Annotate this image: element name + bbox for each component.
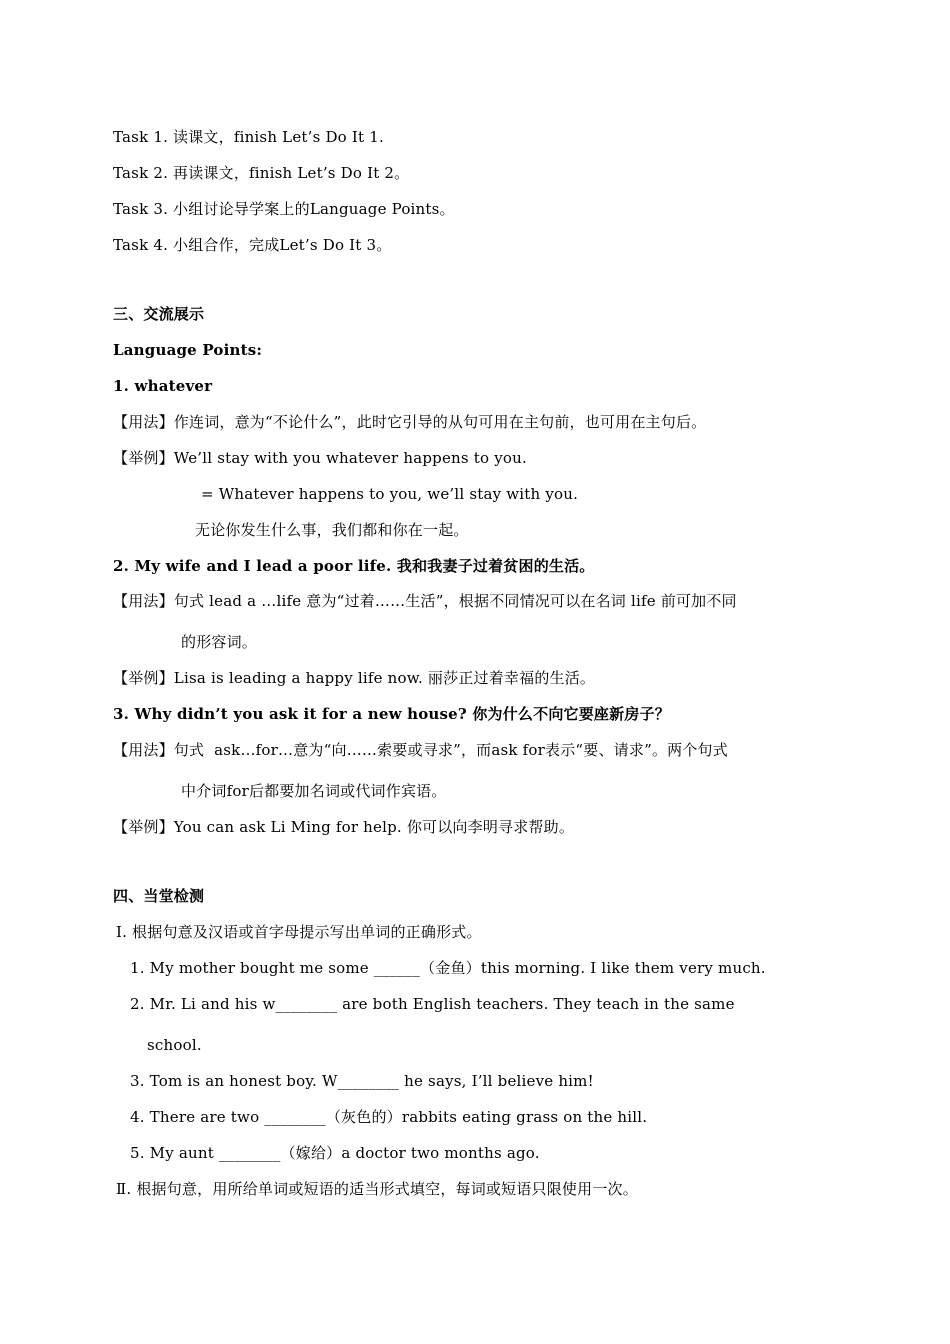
exercise-item-1: 1. My mother bought me some ______（金鱼）this morning. I like them very much. bbox=[130, 959, 766, 977]
exercise-item-4: 4. There are two ________（灰色的）rabbits eating grass on the hill. bbox=[130, 1108, 648, 1126]
exercise-item-2: 2. Mr. Li and his w________ are both English teachers. They teach in the same bbox=[130, 995, 735, 1013]
point-1-example-alt: = Whatever happens to you, we’ll stay with you. bbox=[201, 485, 579, 503]
task-3: Task 3. 小组讨论导学案上的Language Points。 bbox=[113, 200, 455, 218]
point-3-title: 3. Why didn’t you ask it for a new house? 你为什么不向它要座新房子？ bbox=[113, 705, 670, 723]
point-3-usage-line-2: 中介词for后都要加名词或代词作宾语。 bbox=[181, 782, 447, 800]
point-3-usage-line-1: 【用法】句式 ask…for…意为“向……索要或寻求”，而ask for表示“要、请求”。两个句式 bbox=[113, 741, 728, 759]
task-2: Task 2. 再读课文，finish Let’s Do It 2。 bbox=[113, 164, 410, 182]
part-1-instruction: Ⅰ. 根据句意及汉语或首字母提示写出单词的正确形式。 bbox=[116, 923, 482, 941]
point-1-example-translation: 无论你发生什么事，我们都和你在一起。 bbox=[195, 521, 469, 539]
part-2-instruction: Ⅱ. 根据句意，用所给单词或短语的适当形式填空，每词或短语只限使用一次。 bbox=[116, 1180, 638, 1198]
point-3-example: 【举例】You can ask Li Ming for help. 你可以向李明寻求帮助。 bbox=[113, 818, 575, 836]
exercise-item-5: 5. My aunt ________（嫁给）a doctor two months ago. bbox=[130, 1144, 540, 1162]
point-2-usage-line-1: 【用法】句式 lead a …life 意为“过着……生活”，根据不同情况可以在名词 life 前可加不同 bbox=[113, 592, 737, 610]
task-1: Task 1. 读课文，finish Let’s Do It 1. bbox=[113, 128, 384, 146]
point-2-usage-line-2: 的形容词。 bbox=[181, 633, 258, 651]
section-3-heading: 三、交流展示 bbox=[113, 305, 205, 323]
point-2-title: 2. My wife and I lead a poor life. 我和我妻子过着贫困的生活。 bbox=[113, 557, 595, 575]
task-4: Task 4. 小组合作，完成Let’s Do It 3。 bbox=[113, 236, 392, 254]
language-points-heading: Language Points: bbox=[113, 341, 263, 359]
point-2-example: 【举例】Lisa is leading a happy life now. 丽莎正过着幸福的生活。 bbox=[113, 669, 596, 687]
point-1-example: 【举例】We’ll stay with you whatever happens to you. bbox=[113, 449, 527, 467]
section-4-heading: 四、当堂检测 bbox=[113, 887, 205, 905]
exercise-item-2-continued: school. bbox=[147, 1036, 202, 1054]
point-1-title: 1. whatever bbox=[113, 377, 213, 395]
exercise-item-3: 3. Tom is an honest boy. W________ he says, I’ll believe him! bbox=[130, 1072, 594, 1090]
point-1-usage: 【用法】作连词，意为“不论什么”，此时它引导的从句可用在主句前，也可用在主句后。 bbox=[113, 413, 707, 431]
